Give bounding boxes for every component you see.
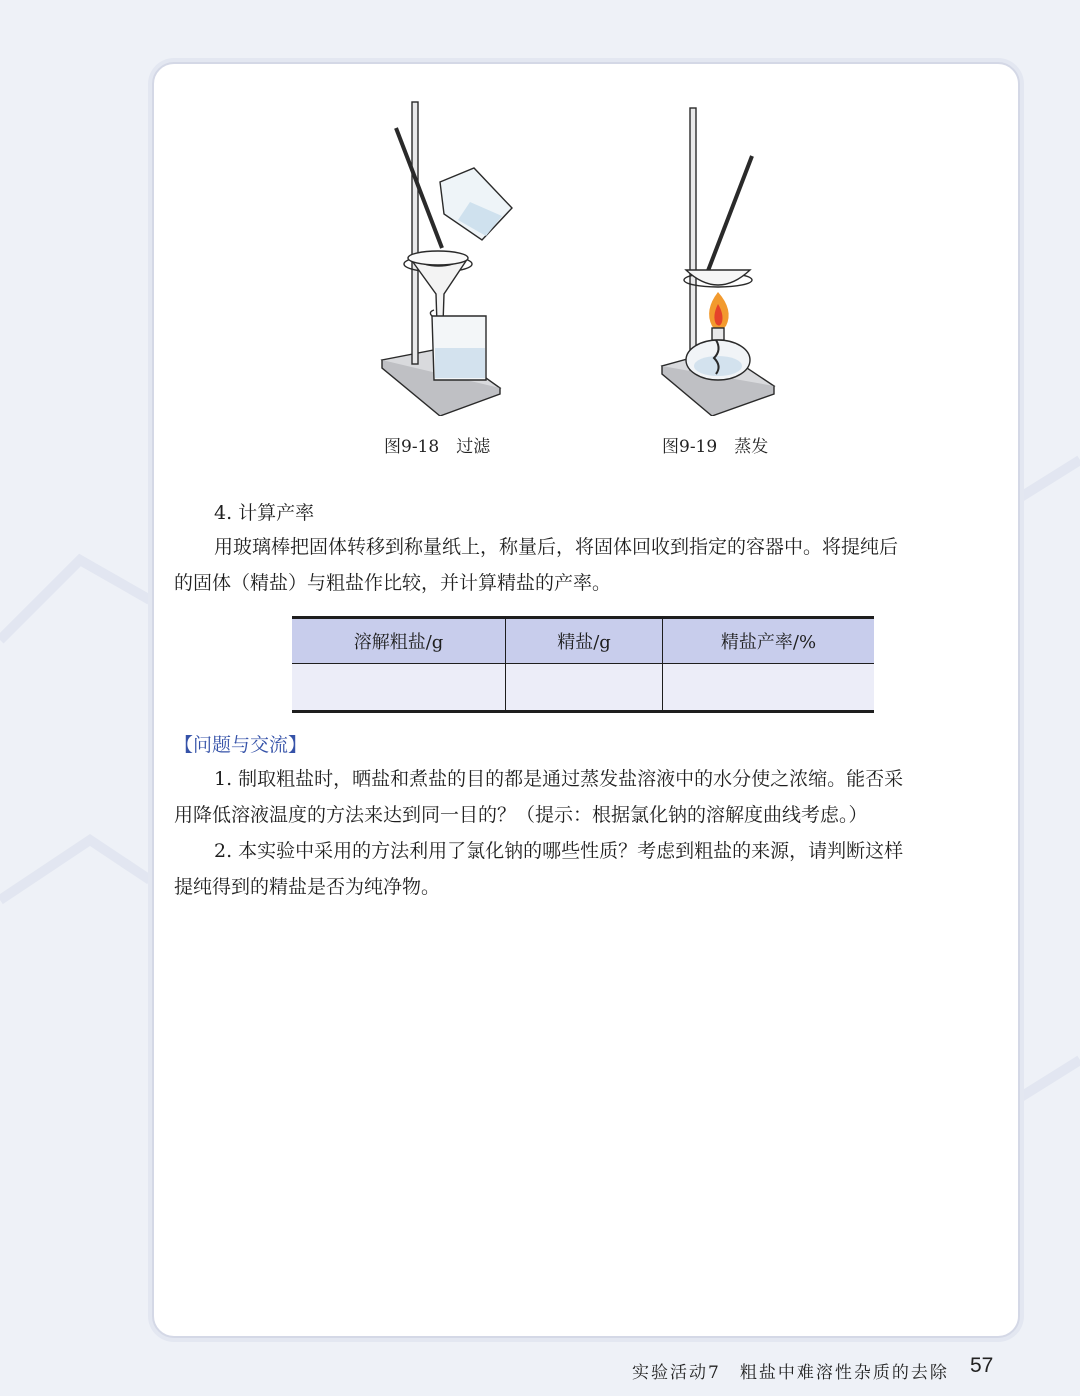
filtration-apparatus-figure [370,98,530,416]
table-cell [292,664,506,712]
question-line: 2. 本实验中采用的方法利用了氯化钠的哪些性质？考虑到粗盐的来源，请判断这样 [214,840,904,862]
step-paragraph-line: 的固体（精盐）与粗盐作比较，并计算精盐的产率。 [174,572,612,594]
discussion-title: 【问题与交流】 [174,734,308,756]
discussion-question-1 [174,761,996,833]
step-paragraph [174,529,996,601]
question-line: 1. 制取粗盐时，晒盐和煮盐的目的都是通过蒸发盐溶液中的水分使之浓缩。能否采 [214,768,904,790]
evaporation-apparatus-figure [656,104,780,416]
question-line: 提纯得到的精盐是否为纯净物。 [174,876,441,898]
question-line: 用降低溶液温度的方法来达到同一目的？（提示：根据氯化钠的溶解度曲线考虑。） [174,804,868,826]
table-header-row [292,618,874,664]
column-header-crude-salt: 溶解粗盐/g [292,618,506,664]
discussion-question-2 [174,833,996,905]
page-number: 57 [970,1354,994,1377]
table-row [292,664,874,712]
figure-caption-filtration: 图9-18 过滤 [384,437,491,457]
table-cell [663,664,875,712]
chapter-footer: 实验活动7 粗盐中难溶性杂质的去除 [632,1363,949,1383]
column-header-refined-salt: 精盐/g [506,618,663,664]
yield-table [292,616,874,713]
figure-caption-evaporation: 图9-19 蒸发 [662,437,769,457]
table-cell [506,664,663,712]
step-paragraph-line: 用玻璃棒把固体转移到称量纸上，称量后，将固体回收到指定的容器中。将提纯后 [214,536,899,558]
step-heading: 4. 计算产率 [214,502,315,524]
column-header-yield: 精盐产率/% [663,618,875,664]
